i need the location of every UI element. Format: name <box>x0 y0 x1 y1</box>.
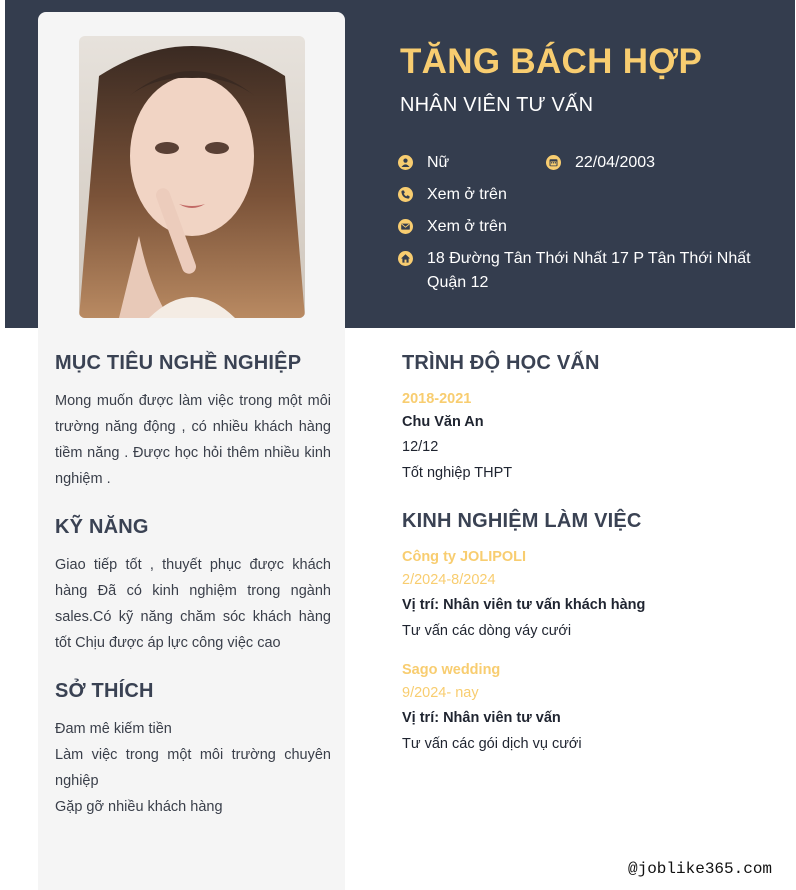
skills-heading: KỸ NĂNG <box>55 516 149 538</box>
job-title: NHÂN VIÊN TƯ VẤN <box>400 94 594 116</box>
birthdate-row <box>546 151 655 175</box>
education-school: Chu Văn An <box>402 414 484 430</box>
address-value: 18 Đường Tân Thới Nhất 17 P Tân Thới Nhất Quận 12 <box>427 250 751 291</box>
hobbies-list <box>55 716 331 820</box>
email-icon <box>398 219 413 234</box>
hobbies-heading: SỞ THÍCH <box>55 680 154 702</box>
email-row <box>398 215 507 239</box>
job-position: Vị trí: Nhân viên tư vấn <box>402 710 561 726</box>
home-icon <box>398 251 413 266</box>
skills-text: Giao tiếp tốt , thuyết phục được khách hàng Đã có kinh nghiệm trong ngành sales.Có kỹ năng chăm sóc khách hàng tốt Chịu được áp lực công việc cao <box>55 557 331 651</box>
birthdate-value: 22/04/2003 <box>575 154 656 171</box>
job-description: Tư vấn các dòng váy cưới <box>402 623 572 639</box>
watermark: @joblike365.com <box>628 860 773 878</box>
phone-row <box>398 183 507 207</box>
hobby-item: Gặp gỡ nhiều khách hàng <box>55 799 223 815</box>
email-value: Xem ở trên <box>427 218 507 235</box>
phone-icon <box>398 187 413 202</box>
objective-heading: MỤC TIÊU NGHỀ NGHIỆP <box>55 352 302 374</box>
job-position: Vị trí: Nhân viên tư vấn khách hàng <box>402 597 646 613</box>
calendar-icon <box>546 155 561 170</box>
objective-text: Mong muốn được làm việc trong một môi trường năng động , có nhiều khách hàng tiềm năng . Được học hỏi thêm nhiều kinh nghiệm . <box>55 393 331 487</box>
hobby-item: Làm việc trong một môi trường chuyên nghiệp <box>55 747 331 789</box>
profile-photo <box>79 36 305 318</box>
education-period: 2018-2021 <box>402 391 472 407</box>
user-icon <box>398 155 413 170</box>
experience-heading: KINH NGHIỆM LÀM VIỆC <box>402 510 642 532</box>
job-company: Công ty JOLIPOLI <box>402 549 527 565</box>
education-heading: TRÌNH ĐỘ HỌC VẤN <box>402 352 600 374</box>
phone-value: Xem ở trên <box>427 186 507 203</box>
candidate-name: TĂNG BÁCH HỢP <box>400 42 703 81</box>
job-description: Tư vấn các gói dịch vụ cưới <box>402 736 582 752</box>
hobby-item: Đam mê kiếm tiền <box>55 721 172 737</box>
job-period: 2/2024-8/2024 <box>402 572 496 588</box>
gender-value: Nữ <box>427 154 450 171</box>
job-period: 9/2024- nay <box>402 685 479 701</box>
education-grade: 12/12 <box>402 439 439 455</box>
gender-row <box>398 151 449 175</box>
job-company: Sago wedding <box>402 662 501 678</box>
education-note: Tốt nghiệp THPT <box>402 465 513 481</box>
address-row <box>398 247 758 295</box>
